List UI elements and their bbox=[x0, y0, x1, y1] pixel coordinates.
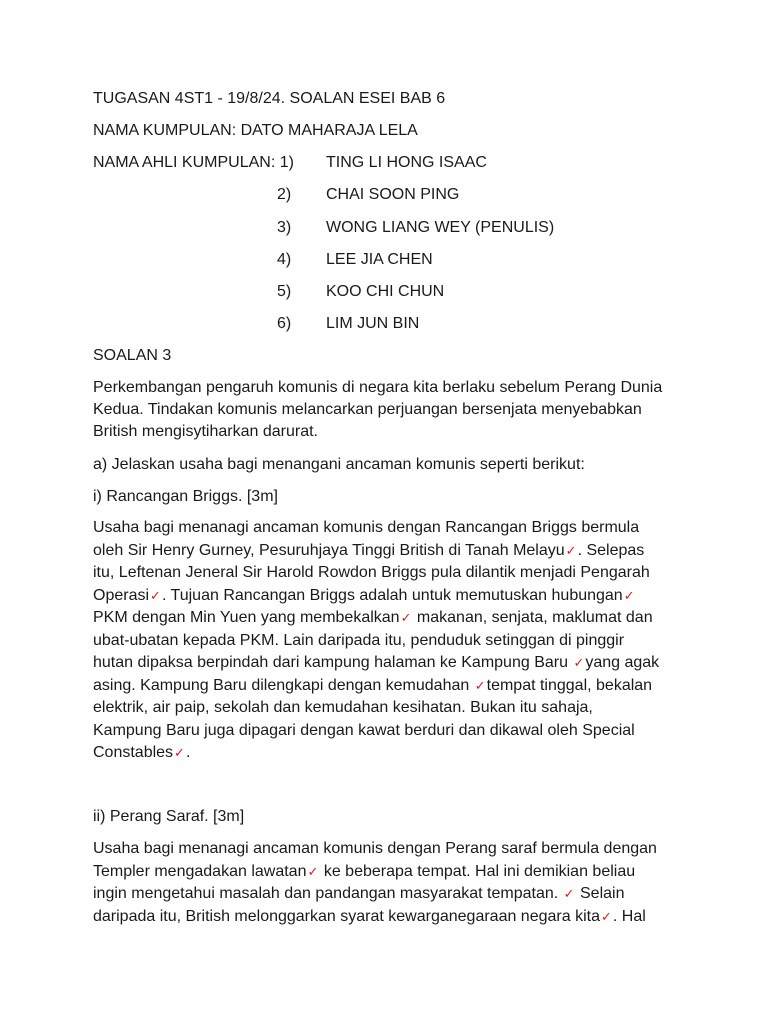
answer-line bbox=[93, 861, 635, 884]
answer-line bbox=[93, 652, 659, 675]
answer-text: Operasi bbox=[93, 586, 150, 604]
answer-text: yang agak bbox=[585, 654, 660, 671]
part-a-prompt: a) Jelaskan usaha bagi menangani ancaman komunis seperti berikut: bbox=[93, 456, 585, 473]
answer-line bbox=[93, 540, 644, 563]
member-number: 3) bbox=[277, 219, 292, 236]
question-label: SOALAN 3 bbox=[93, 347, 172, 364]
intro-line: Perkembangan pengaruh komunis di negara kita berlaku sebelum Perang Dunia bbox=[93, 379, 663, 396]
answer-text: ke beberapa tempat. Hal ini demikian beliau bbox=[319, 862, 636, 880]
member-name: CHAI SOON PING bbox=[326, 186, 460, 203]
answer-text: Templer mengadakan lawatan bbox=[93, 862, 307, 880]
answer-text: oleh Sir Henry Gurney, Pesuruhjaya Tinggi British di Tanah Melayu bbox=[93, 541, 565, 559]
answer-line bbox=[93, 697, 593, 719]
answer-text: ubat-ubatan kepada PKM. Lain daripada itu, penduduk setinggan di pinggir bbox=[93, 631, 625, 649]
answer-text: Constables bbox=[93, 744, 174, 761]
answer-text: tempat tinggal, bekalan bbox=[486, 676, 653, 694]
sub-question-ii: ii) Perang Saraf. [3m] bbox=[93, 808, 245, 825]
answer-line bbox=[93, 838, 657, 860]
answer-line bbox=[93, 742, 190, 765]
tick-icon: ✓ bbox=[623, 588, 635, 604]
tick-icon: ✓ bbox=[307, 864, 319, 880]
answer-text: daripada itu, British melonggarkan syarat kewarganegaraan negara kita bbox=[93, 907, 600, 925]
answer-text: Usaha bagi menanagi ancaman komunis dengan Rancangan Briggs bermula bbox=[93, 519, 640, 536]
answer-line bbox=[93, 675, 652, 698]
member-number: 4) bbox=[277, 251, 292, 268]
member-name: KOO CHI CHUN bbox=[326, 283, 445, 300]
answer-text: Selain bbox=[575, 885, 625, 902]
member-name: TING LI HONG ISAAC bbox=[326, 154, 487, 171]
tick-icon: ✓ bbox=[474, 678, 486, 694]
intro-line: Kedua. Tindakan komunis melancarkan perjuangan bersenjata menyebabkan bbox=[93, 401, 642, 418]
answer-text: . Selepas bbox=[577, 541, 645, 559]
tick-icon: ✓ bbox=[565, 543, 577, 559]
group-name: NAMA KUMPULAN: DATO MAHARAJA LELA bbox=[93, 122, 418, 139]
answer-line bbox=[93, 607, 653, 630]
answer-text: makanan, senjata, maklumat dan bbox=[412, 609, 653, 626]
answer-text: hutan dipaksa berpindah dari kampung halaman ke Kampung Baru bbox=[93, 654, 573, 671]
answer-text: . Tujuan Rancangan Briggs adalah untuk memutuskan hubungan bbox=[161, 586, 623, 604]
answer-text: . Hal bbox=[612, 907, 646, 925]
tick-icon: ✓ bbox=[174, 746, 185, 761]
assignment-title: TUGASAN 4ST1 - 19/8/24. SOALAN ESEI BAB 6 bbox=[93, 90, 446, 107]
member-name: WONG LIANG WEY (PENULIS) bbox=[326, 219, 555, 236]
members-label: NAMA AHLI KUMPULAN: 1) bbox=[93, 154, 294, 171]
answer-text: Usaha bagi menanagi ancaman komunis dengan Perang saraf bermula dengan bbox=[93, 840, 657, 857]
answer-text: itu, Leftenan Jeneral Sir Harold Rowdon Briggs pula dilantik menjadi Pengarah bbox=[93, 564, 650, 581]
member-number: 6) bbox=[277, 315, 292, 332]
answer-line bbox=[93, 517, 639, 539]
answer-line bbox=[93, 562, 650, 584]
member-name: LIM JUN BIN bbox=[326, 315, 420, 332]
answer-text: PKM dengan Min Yuen yang membekalkan bbox=[93, 609, 400, 626]
tick-icon: ✓ bbox=[600, 909, 612, 925]
answer-line bbox=[93, 883, 624, 906]
answer-line bbox=[93, 630, 624, 652]
sub-question-i: i) Rancangan Briggs. [3m] bbox=[93, 488, 278, 505]
answer-line bbox=[93, 585, 636, 608]
member-number: 5) bbox=[277, 283, 292, 300]
answer-line bbox=[93, 906, 646, 929]
tick-icon: ✓ bbox=[573, 656, 585, 671]
answer-line bbox=[93, 720, 635, 742]
answer-text: . bbox=[185, 744, 191, 761]
answer-text: asing. Kampung Baru dilengkapi dengan kemudahan bbox=[93, 676, 474, 694]
answer-text: elektrik, air paip, sekolah dan kemudahan kesihatan. Bukan itu sahaja, bbox=[93, 699, 593, 716]
member-number: 2) bbox=[277, 186, 292, 203]
member-name: LEE JIA CHEN bbox=[326, 251, 433, 268]
tick-icon: ✓ bbox=[563, 887, 575, 902]
tick-icon: ✓ bbox=[400, 611, 412, 626]
tick-icon: ✓ bbox=[150, 588, 161, 604]
answer-text: ingin mengetahui masalah dan pandangan masyarakat tempatan. bbox=[93, 885, 563, 902]
answer-text: Kampung Baru juga dipagari dengan kawat berduri dan dikawal oleh Special bbox=[93, 721, 635, 739]
intro-line: British mengisytiharkan darurat. bbox=[93, 423, 318, 440]
